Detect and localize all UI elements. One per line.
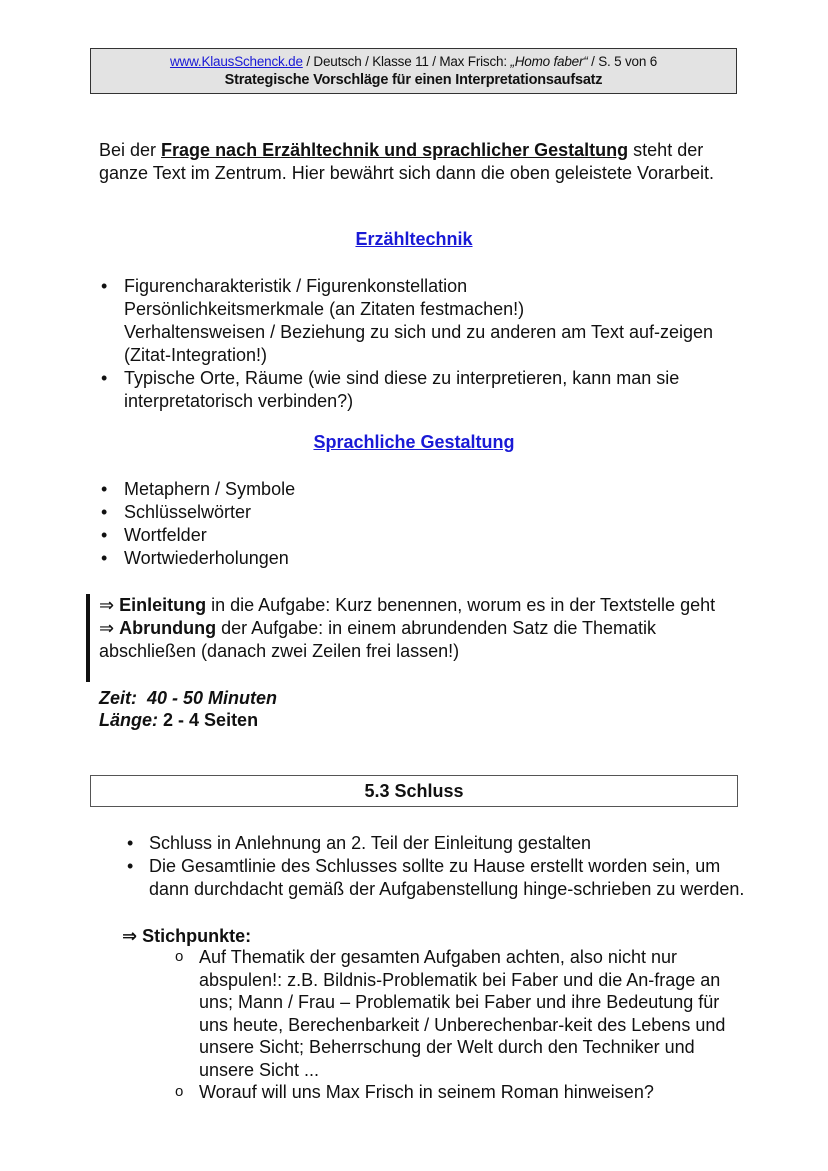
list-item: • Metaphern / Symbole	[99, 478, 739, 501]
time-label: Zeit:	[99, 688, 137, 708]
arrow-icon: ⇒	[99, 595, 115, 615]
list-item: • Typische Orte, Räume (wie sind diese zu interpretieren, kann man sie interpretatorisch verbinden?)	[99, 367, 739, 413]
list-item-detail: Persönlichkeitsmerkmale (an Zitaten festmachen!)	[124, 299, 525, 319]
note-abrundung: Abrundung	[119, 618, 217, 638]
page-header	[90, 48, 737, 94]
work-title: „Homo faber“	[510, 54, 588, 69]
margin-bar	[86, 594, 90, 682]
site-link[interactable]: www.KlausSchenck.de	[169, 54, 303, 69]
note-einleitung-text: in die Aufgabe: Kurz benennen, worum es in der Textstelle geht	[206, 595, 716, 615]
time-line	[99, 687, 277, 709]
erzaehltechnik-list	[99, 275, 739, 413]
sub-list-item: o Worauf will uns Max Frisch in seinem Roman hinweisen?	[175, 1081, 735, 1104]
list-item: • Schlüsselwörter	[99, 501, 739, 524]
note-abrundung-text: der Aufgabe: in einem abrundenden Satz die Thematik abschließen (danach zwei Zeilen frei lassen!)	[99, 618, 657, 661]
intro-pre: Bei der	[99, 140, 162, 160]
stichpunkte-list	[175, 946, 735, 1104]
stichpunkte-label: ⇒ Stichpunkte:	[122, 926, 252, 946]
intro-emphasis: Frage nach Erzähltechnik und sprachlicher Gestaltung	[161, 140, 629, 160]
schluss-list	[125, 832, 745, 901]
list-item: • Schluss in Anlehnung an 2. Teil der Einleitung gestalten	[125, 832, 745, 855]
arrow-icon: ⇒	[99, 618, 115, 638]
list-item: • Die Gesamtlinie des Schlusses sollte zu Hause erstellt worden sein, um dann durchdacht gemäß der Aufgabenstellung hinge-schrieben zu werden.	[125, 855, 745, 901]
time-value: 40 - 50 Minuten	[147, 688, 278, 708]
intro-post: steht der ganze Text im Zentrum. Hier bewährt sich dann die oben geleistete Vorarbeit.	[99, 140, 715, 183]
notes-text	[99, 594, 739, 663]
note-einleitung: Einleitung	[119, 595, 207, 615]
sub-list-item: o Auf Thematik der gesamten Aufgaben achten, also nicht nur abspulen!: z.B. Bildnis-Problematik bei Faber und die An-frage an uns; Mann / Frau – Problematik bei Faber und ihre Bedeutung für uns heute, Berechenbarkeit / Unberechenbar-keit des Lebens und unsere Sicht; Beherrschung der Welt durch den Techniker und unsere Sicht ...	[175, 946, 735, 1081]
header-breadcrumb	[91, 54, 736, 70]
section-title-sprachliche-gestaltung[interactable]: Sprachliche Gestaltung	[313, 432, 515, 452]
sprachliche-gestaltung-list	[99, 478, 739, 570]
list-item	[99, 275, 739, 367]
header-subtitle: Strategische Vorschläge für einen Interpretationsaufsatz	[224, 72, 603, 88]
header-path: / Deutsch / Klasse 11 / Max Frisch:	[302, 54, 511, 69]
length-label: Länge:	[99, 710, 159, 730]
header-page: / S. 5 von 6	[587, 54, 658, 69]
length-line	[99, 709, 258, 731]
list-item-detail: Verhaltensweisen / Beziehung zu sich und zu anderen am Text auf-zeigen (Zitat-Integration!)	[124, 322, 714, 365]
length-value: 2 - 4 Seiten	[163, 710, 259, 730]
schluss-heading: 5.3 Schluss	[90, 775, 738, 807]
intro-paragraph	[99, 139, 739, 185]
list-item: • Wortwiederholungen	[99, 547, 739, 570]
section-title-erzaehltechnik[interactable]: Erzähltechnik	[355, 229, 473, 249]
list-item: • Wortfelder	[99, 524, 739, 547]
list-item-text: Figurencharakteristik / Figurenkonstellation	[124, 276, 468, 296]
